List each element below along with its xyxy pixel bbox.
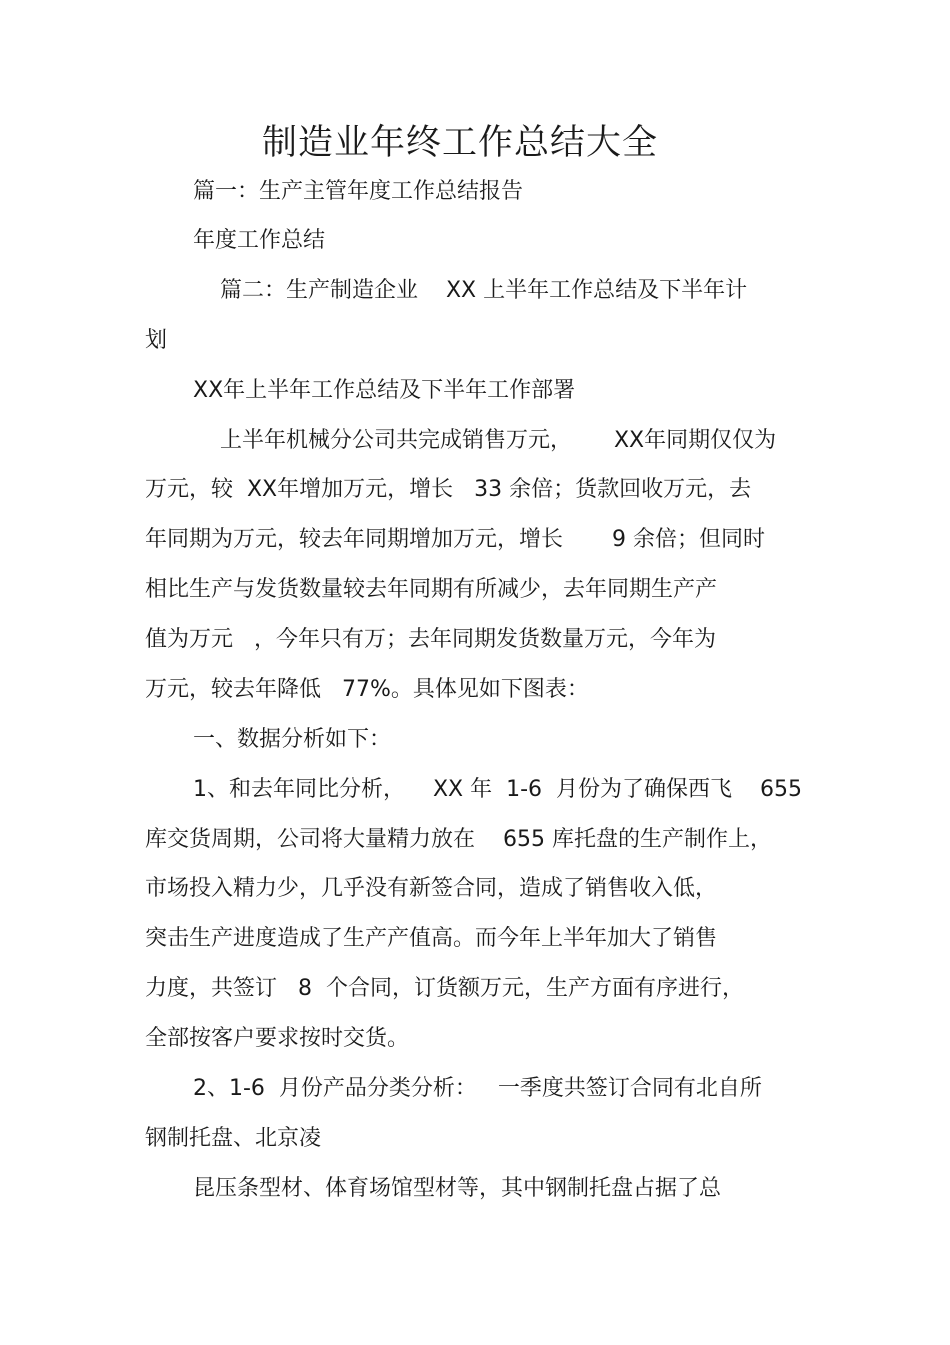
- paragraph-line: 2、1-6 月份产品分类分析： 一季度共签订合同有北自所: [193, 1076, 762, 1101]
- paragraph-line: 年同期为万元，较去年同期增加万元，增长 9 余倍；但同时: [145, 527, 765, 552]
- paragraph-line: 昆压条型材、体育场馆型材等，其中钢制托盘占据了总: [193, 1176, 722, 1201]
- paragraph-line: 市场投入精力少，几乎没有新签合同，造成了销售收入低，: [145, 876, 718, 901]
- paragraph-line: 划: [145, 328, 168, 353]
- paragraph-line: 万元，较 XX年增加万元，增长 33 余倍；货款回收万元，去: [145, 477, 752, 502]
- paragraph-line: 钢制托盘、北京凌: [145, 1126, 322, 1151]
- paragraph-line: 篇二：生产制造企业 XX 上半年工作总结及下半年计: [220, 278, 748, 303]
- paragraph-line: 上半年机械分公司共完成销售万元， XX年同期仅仅为: [220, 428, 777, 453]
- paragraph-line: 1、和去年同比分析， XX 年 1-6 月份为了确保西飞 655: [193, 777, 802, 802]
- paragraph-line: 篇一：生产主管年度工作总结报告: [193, 179, 524, 204]
- paragraph-line: 年度工作总结: [193, 228, 326, 253]
- paragraph-line: 全部按客户要求按时交货。: [145, 1026, 410, 1051]
- paragraph-line: XX年上半年工作总结及下半年工作部署: [193, 378, 576, 403]
- paragraph-line: 万元，较去年降低 77%。具体见如下图表：: [145, 677, 589, 702]
- paragraph-line: 库交货周期，公司将大量精力放在 655 库托盘的生产制作上，: [145, 827, 772, 852]
- document-title: 制造业年终工作总结大全: [261, 123, 658, 163]
- paragraph-line: 突击生产进度造成了生产产值高。而今年上半年加大了销售: [145, 926, 718, 951]
- paragraph-line: 相比生产与发货数量较去年同期有所减少，去年同期生产产: [145, 577, 718, 602]
- paragraph-line: 一、数据分析如下：: [193, 727, 392, 752]
- paragraph-line: 值为万元 ，今年只有万；去年同期发货数量万元，今年为: [145, 627, 716, 652]
- paragraph-line: 力度，共签订 8 个合同，订货额万元，生产方面有序进行，: [145, 976, 744, 1001]
